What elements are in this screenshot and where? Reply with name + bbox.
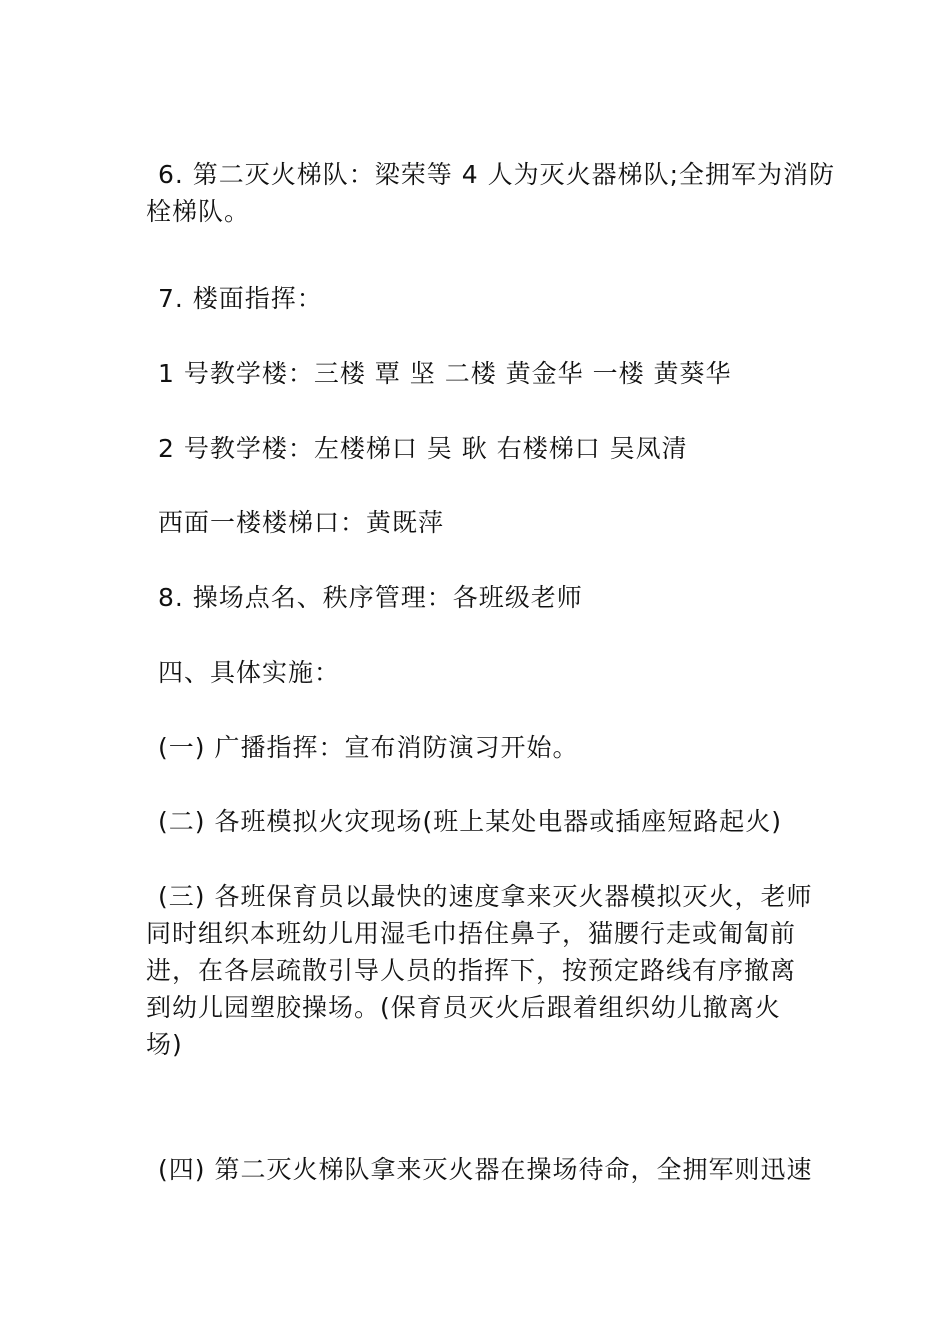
text-line: 到幼儿园塑胶操场。(保育员灭火后跟着组织幼儿撤离火	[146, 993, 781, 1022]
text-line: 同时组织本班幼儿用湿毛巾捂住鼻子，猫腰行走或匍匐前	[146, 919, 797, 948]
text-line: 四、具体实施：	[158, 658, 341, 687]
text-line: 1 号教学楼：三楼 覃 坚 二楼 黄金华 一楼 黄葵华	[158, 359, 732, 388]
text-line: 2 号教学楼：左楼梯口 吴 耿 右楼梯口 吴凤清	[158, 434, 688, 463]
text-line: 进，在各层疏散引导人员的指挥下，按预定路线有序撤离	[146, 956, 797, 985]
text-line: (一) 广播指挥：宣布消防演习开始。	[158, 733, 579, 762]
paragraph-building-1	[146, 355, 814, 392]
text-line: 西面一楼楼梯口：黄既萍	[158, 508, 445, 537]
text-line: 8. 操场点名、秩序管理：各班级老师	[158, 583, 583, 612]
paragraph-step-1	[146, 729, 814, 766]
paragraph-step-3	[146, 878, 814, 1063]
paragraph-west-stairs	[146, 504, 814, 541]
text-line: (四) 第二灭火梯队拿来灭火器在操场待命，全拥军则迅速	[158, 1155, 813, 1184]
paragraph-6-second-fire-team	[146, 156, 836, 230]
text-line: 6. 第二灭火梯队：梁荣等 4 人为灭火器梯队;全拥军为消防	[158, 160, 836, 189]
paragraph-8-roll-call	[146, 579, 814, 616]
text-line: 场)	[146, 1030, 183, 1059]
text-line: (三) 各班保育员以最快的速度拿来灭火器模拟灭火，老师	[158, 882, 813, 911]
section-heading-implementation	[146, 654, 814, 691]
paragraph-step-4	[146, 1151, 814, 1188]
paragraph-7-floor-command	[146, 280, 814, 317]
text-line: 7. 楼面指挥：	[158, 284, 323, 313]
paragraph-building-2	[146, 430, 814, 467]
paragraph-step-2	[146, 803, 814, 840]
text-line: 栓梯队。	[146, 197, 251, 226]
text-line: (二) 各班模拟火灾现场(班上某处电器或插座短路起火)	[158, 807, 782, 836]
